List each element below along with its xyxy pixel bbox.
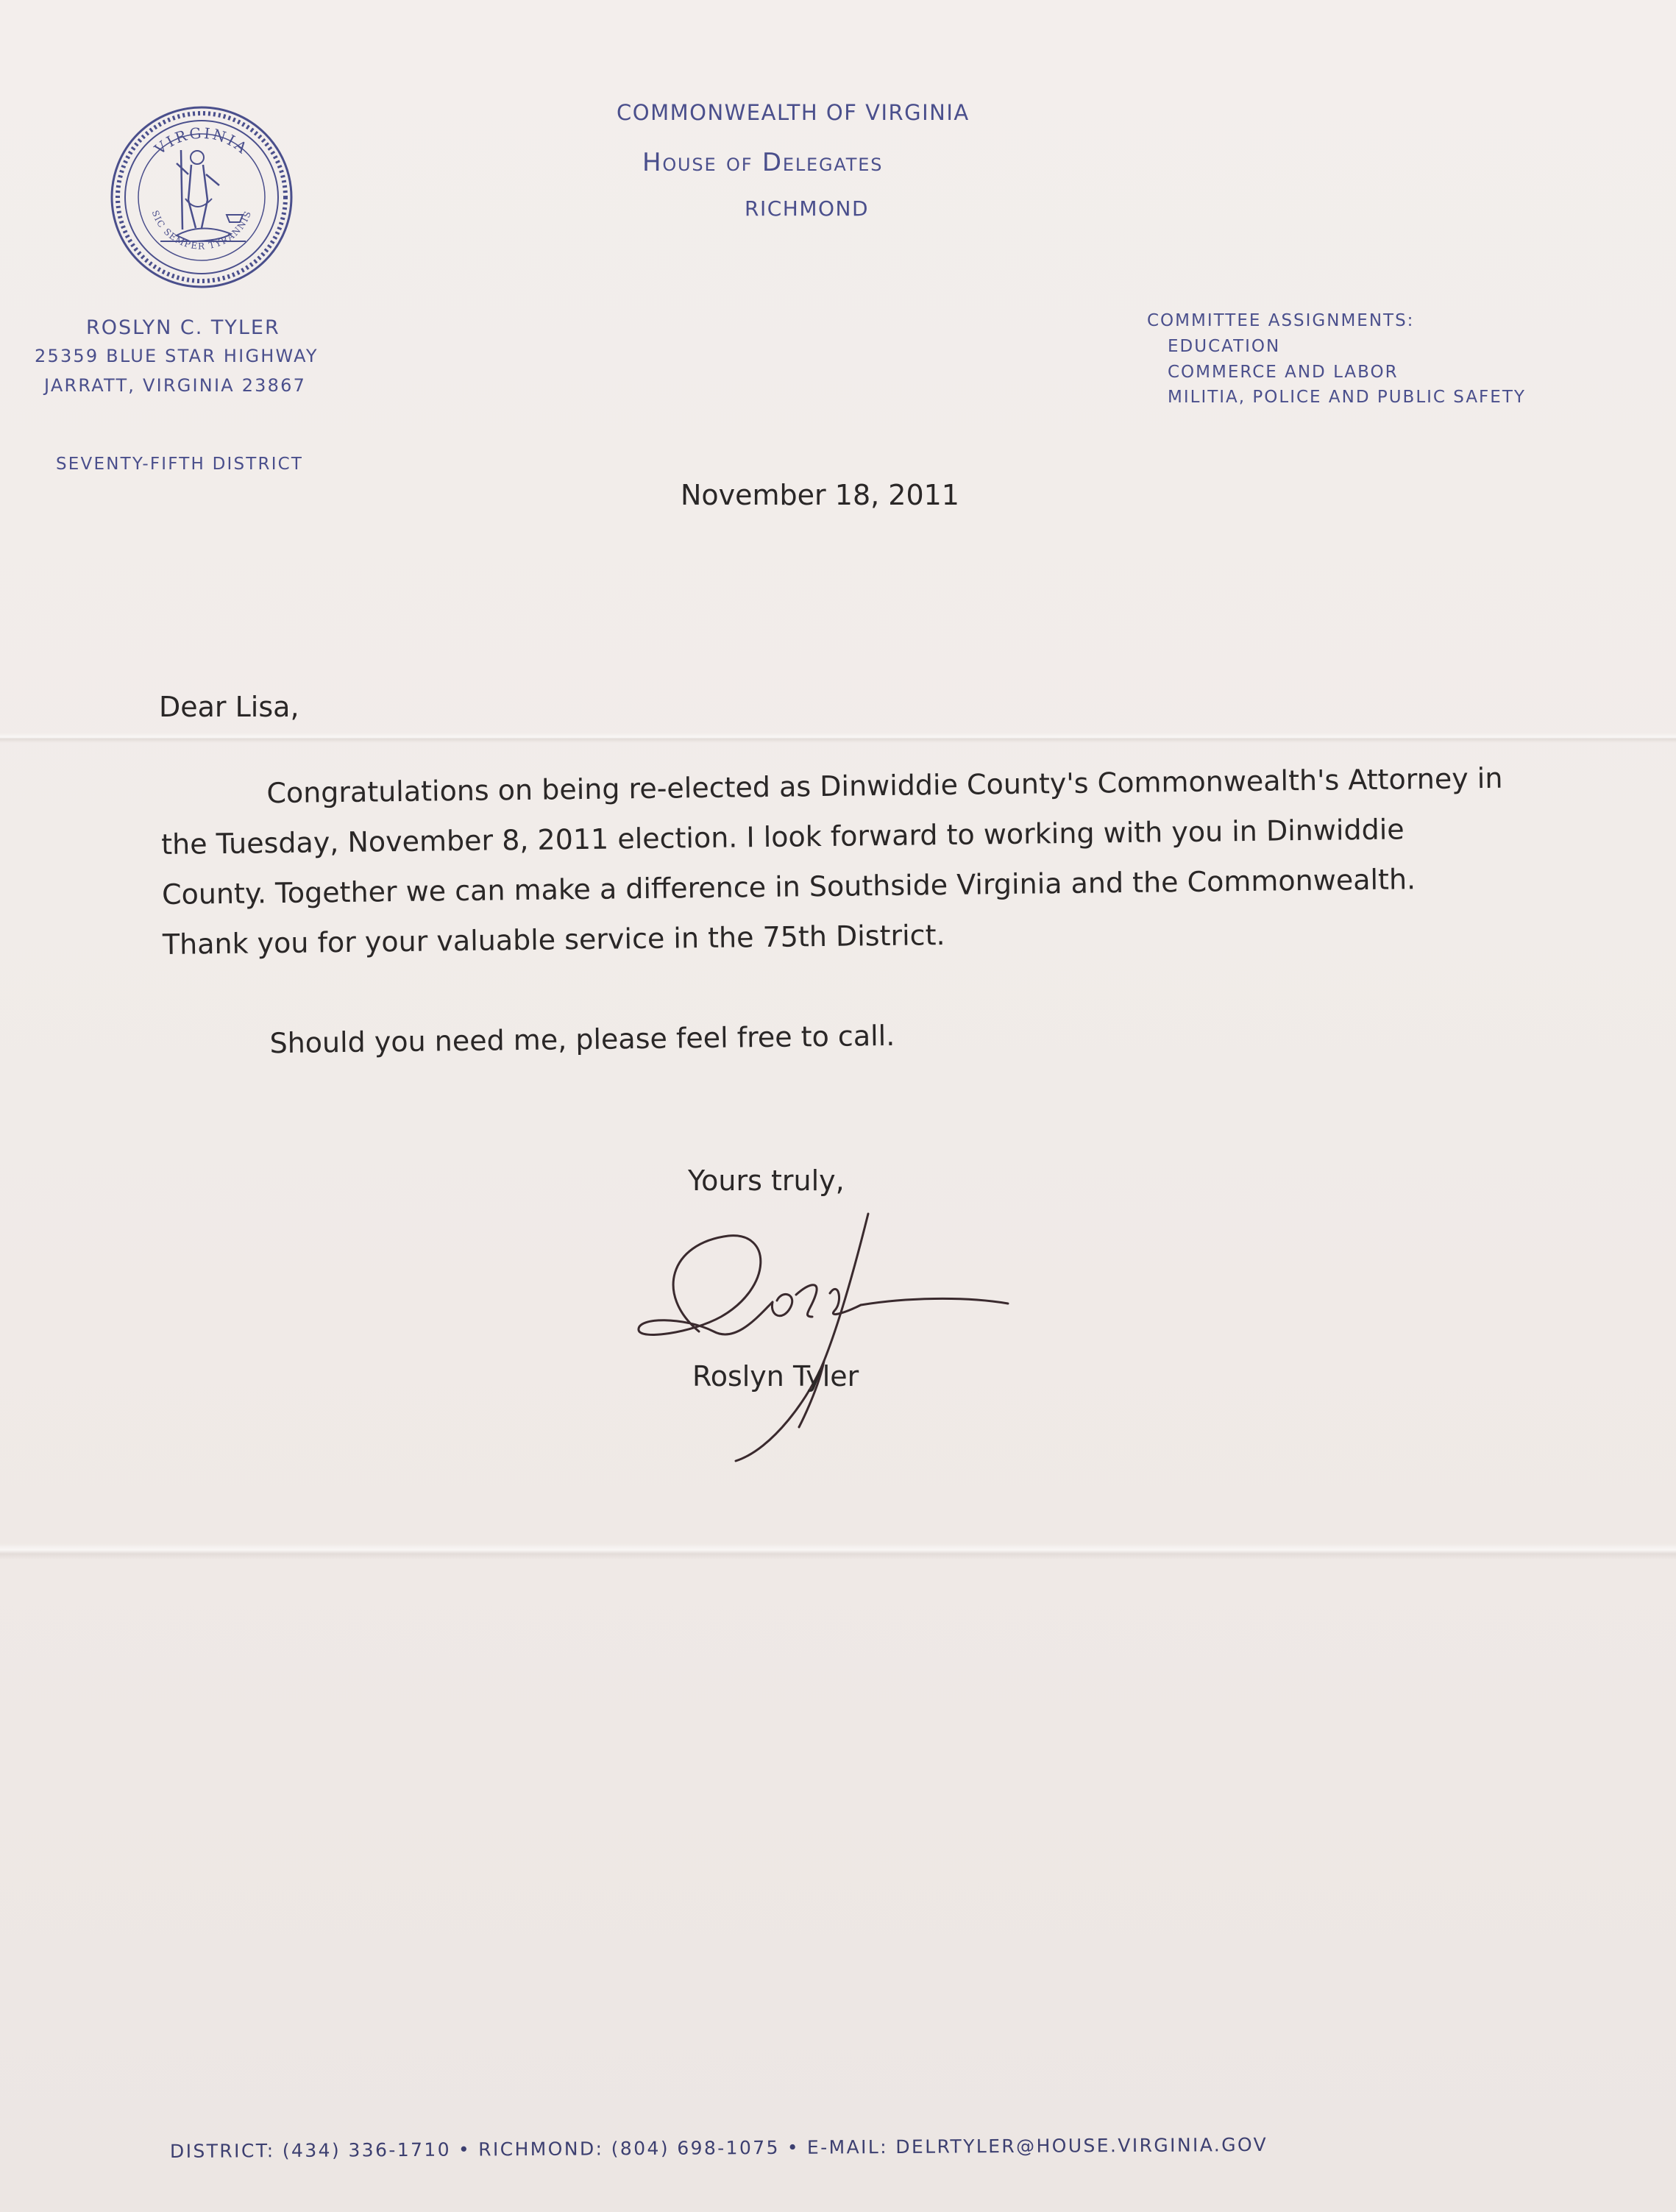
footer-email: E-MAIL: DELRTYLER@HOUSE.VIRGINIA.GOV — [806, 2133, 1268, 2158]
footer-separator: • — [458, 2138, 472, 2161]
footer-district-phone: DISTRICT: (434) 336-1710 — [169, 2138, 452, 2162]
letterhead-house-of-delegates: House of Delegates — [642, 148, 884, 177]
signature-icon — [625, 1206, 1023, 1471]
committee-item-education: EDUCATION — [1168, 337, 1281, 356]
letter-salutation: Dear Lisa, — [159, 691, 299, 723]
delegate-name: ROSLYN C. TYLER — [86, 316, 280, 339]
letter-closing: Yours truly, — [688, 1164, 845, 1197]
footer-contact — [170, 2134, 1268, 2162]
delegate-address-line1: 25359 BLUE STAR HIGHWAY — [35, 346, 319, 366]
delegate-district: SEVENTY-FIFTH DISTRICT — [56, 455, 304, 474]
letter-date: November 18, 2011 — [681, 479, 959, 511]
svg-text:VIRGINIA: VIRGINIA — [151, 124, 252, 158]
letter-body — [160, 753, 1540, 1070]
committee-item-commerce-labor: COMMERCE AND LABOR — [1168, 363, 1399, 382]
body-line: Congratulations on being re-elected as Dinwiddie County's Commonwealth's Attorney in — [266, 761, 1503, 810]
body-line: County. Together we can make a difference in Southside Virginia and the Commonwealth. — [161, 863, 1416, 911]
svg-text:SIC SEMPER TYRANNIS: SIC SEMPER TYRANNIS — [149, 209, 254, 252]
letterhead-commonwealth: COMMONWEALTH OF VIRGINIA — [617, 100, 970, 125]
footer-richmond-phone: RICHMOND: (804) 698-1075 — [478, 2136, 780, 2161]
committee-heading: COMMITTEE ASSIGNMENTS: — [1147, 311, 1415, 330]
body-line-paragraph2: Should you need me, please feel free to call. — [269, 1019, 895, 1060]
body-line: Thank you for your valuable service in the 75th District. — [162, 918, 945, 961]
signer-name: Roslyn Tyler — [692, 1360, 859, 1393]
virginia-seal-icon — [109, 104, 294, 290]
paper-fold-upper — [0, 733, 1676, 743]
delegate-address-line2: JARRATT, VIRGINIA 23867 — [44, 375, 307, 396]
body-line: the Tuesday, November 8, 2011 election. I look forward to working with you in Dinwiddie — [160, 813, 1405, 861]
letterhead-city: RICHMOND — [745, 196, 870, 221]
footer-separator: • — [786, 2136, 800, 2158]
paper-fold-lower — [0, 1543, 1676, 1560]
committee-item-militia: MILITIA, POLICE AND PUBLIC SAFETY — [1168, 388, 1526, 407]
